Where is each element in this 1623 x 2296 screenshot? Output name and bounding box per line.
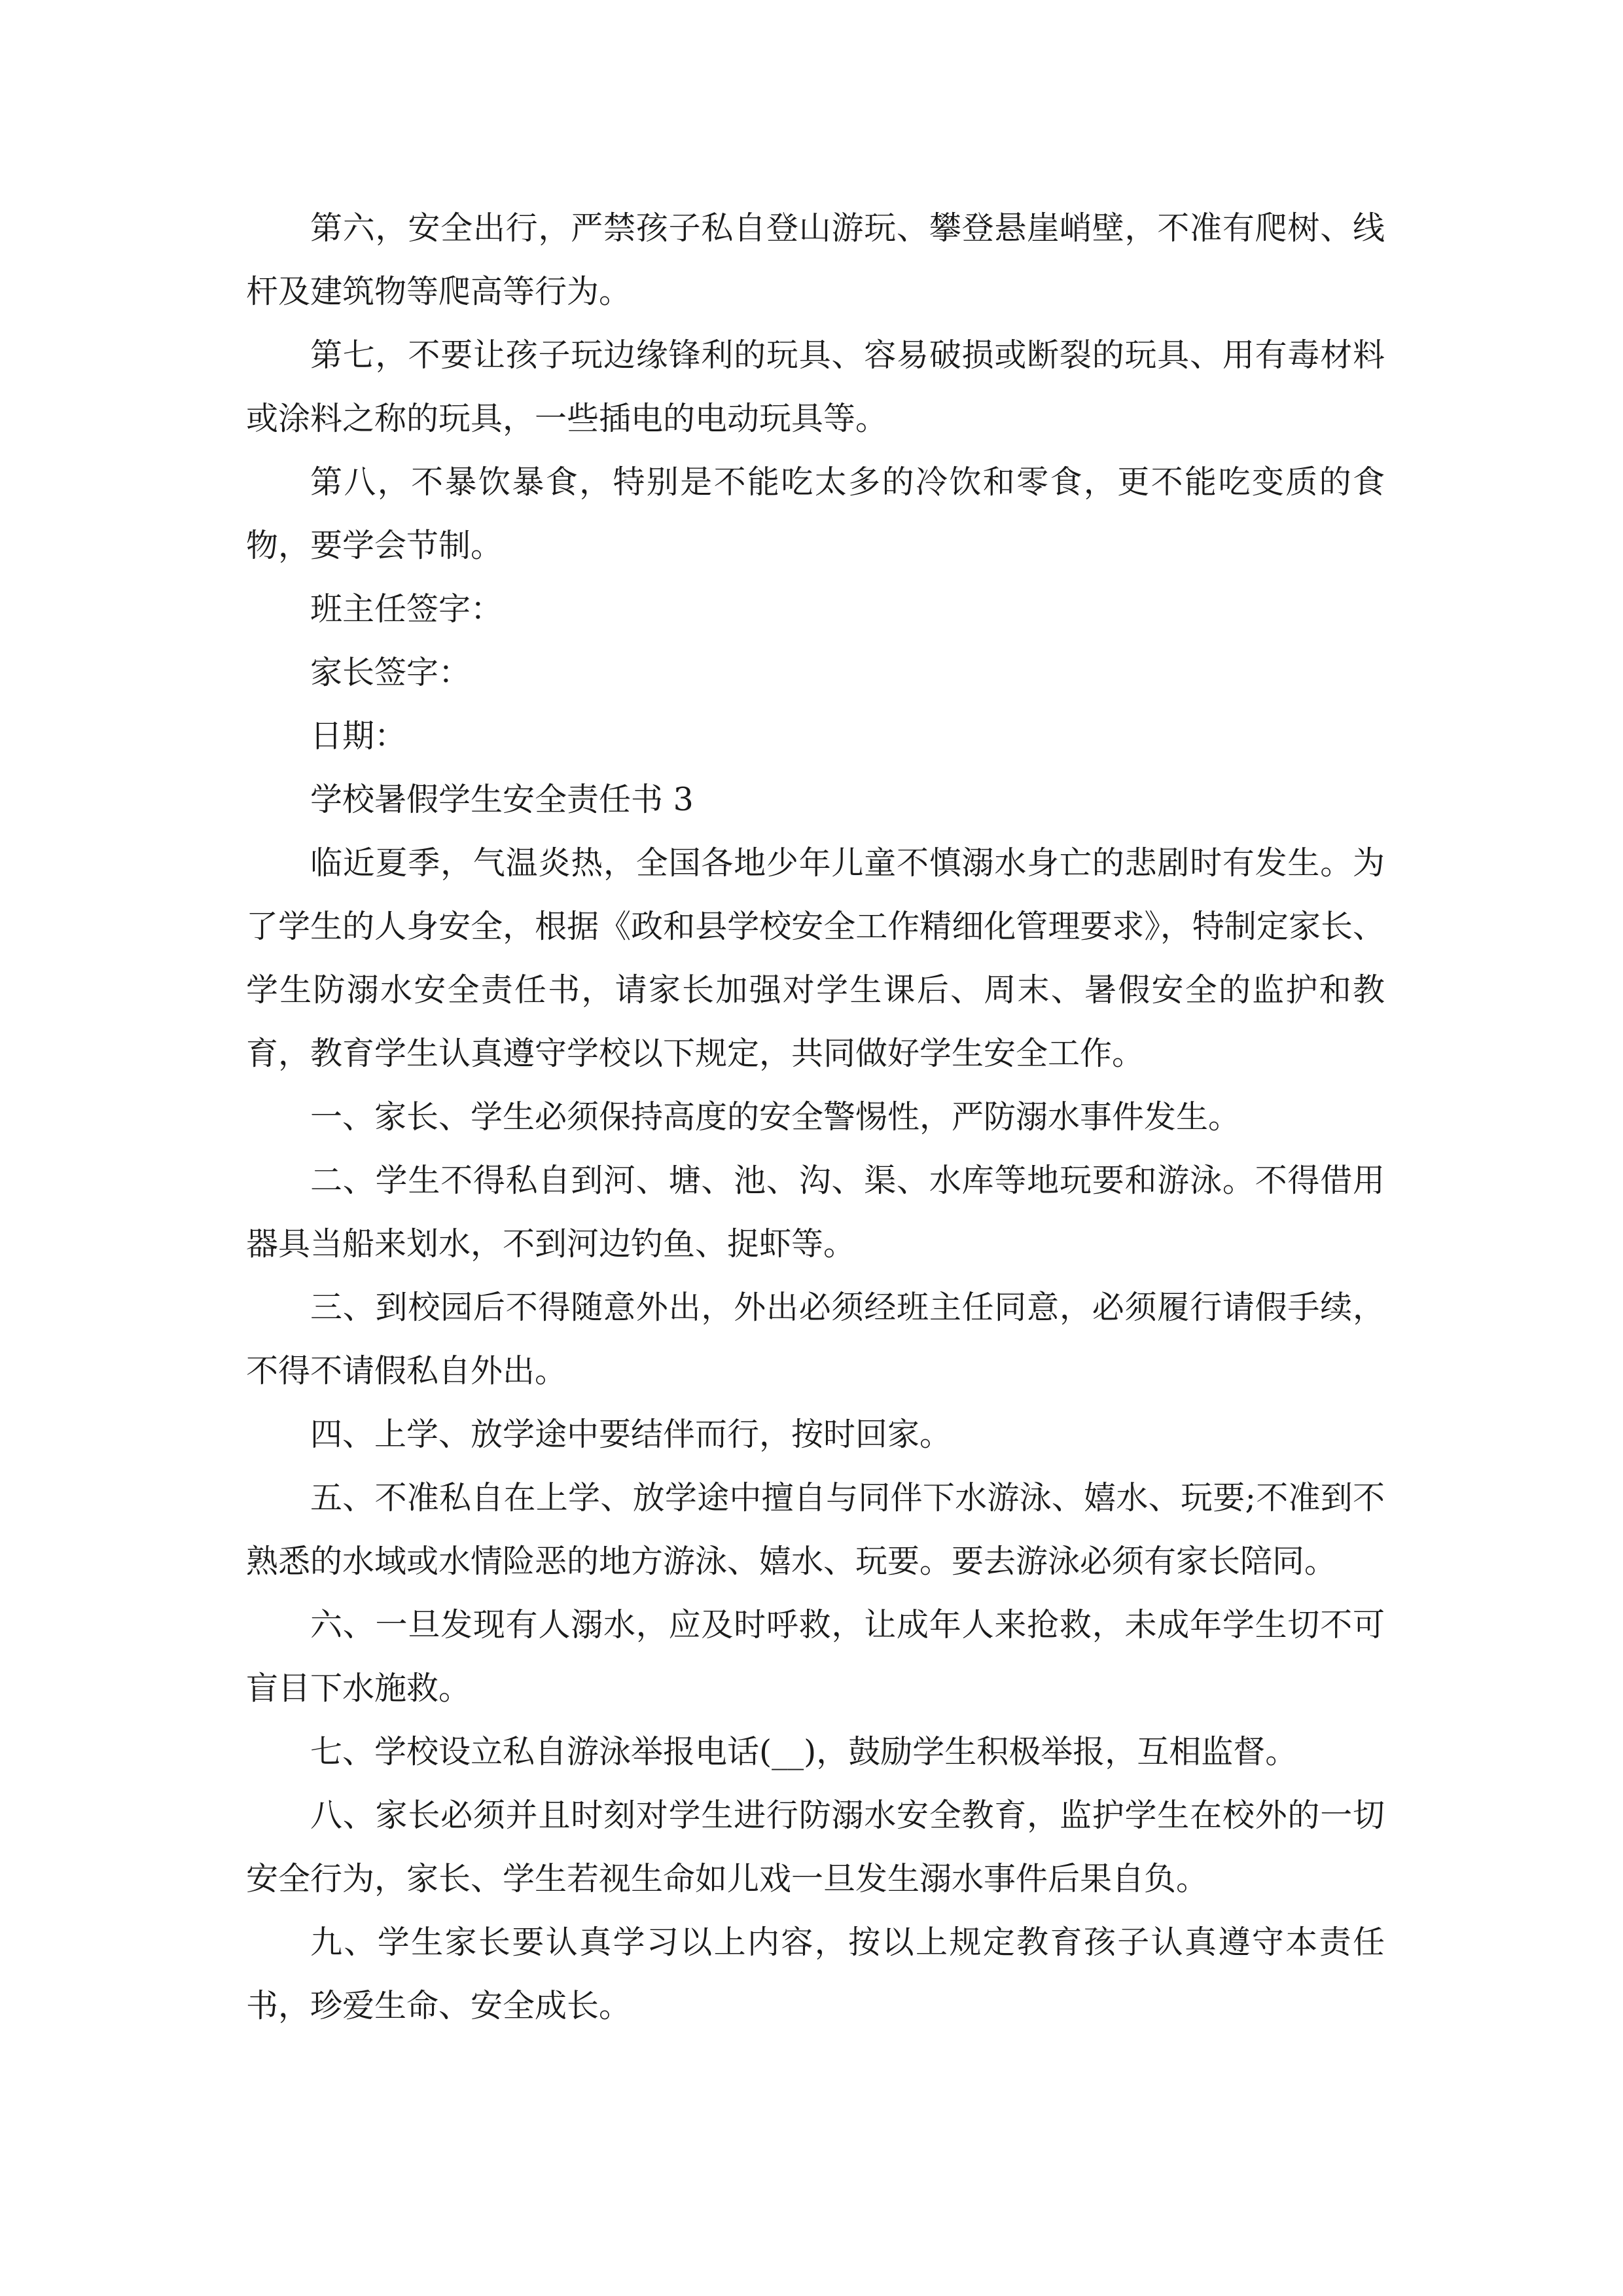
rule-8: 八、家长必须并且时刻对学生进行防溺水安全教育，监护学生在校外的一切安全行为，家长、学生若视生命如儿戏一旦发生溺水事件后果自负。 <box>246 1797 1385 1897</box>
rule-6: 六、一旦发现有人溺水，应及时呼救，让成年人来抢救，未成年学生切不可盲目下水施救。 <box>246 1606 1385 1707</box>
rule-2: 二、学生不得私自到河、塘、池、沟、渠、水库等地玩要和游泳。不得借用器具当船来划水，不到河边钓鱼、捉虾等。 <box>246 1162 1385 1263</box>
paragraph-item-7: 第七，不要让孩子玩边缘锋利的玩具、容易破损或断裂的玩具、用有毒材料或涂料之称的玩具，一些插电的电动玩具等。 <box>246 336 1385 437</box>
intro-paragraph: 临近夏季，气温炎热，全国各地少年儿童不慎溺水身亡的悲剧时有发生。为了学生的人身安全，根据《政和县学校安全工作精细化管理要求》，特制定家长、学生防溺水安全责任书，请家长加强对学生课后、周末、暑假安全的监护和教育，教育学生认真遵守学校以下规定，共同做好学生安全工作。 <box>246 844 1385 1072</box>
rule-3: 三、到校园后不得随意外出，外出必须经班主任同意，必须履行请假手续，不得不请假私自外出。 <box>246 1289 1385 1390</box>
document-body <box>246 196 1385 2037</box>
paragraph-item-8: 第八，不暴饮暴食，特别是不能吃太多的冷饮和零食，更不能吃变质的食物，要学会节制。 <box>246 463 1385 564</box>
parent-signature-label: 家长签字： <box>310 654 471 691</box>
rule-5: 五、不准私自在上学、放学途中擅自与同伴下水游泳、嬉水、玩要;不准到不熟悉的水域或水情险恶的地方游泳、嬉水、玩要。要去游泳必须有家长陪同。 <box>246 1479 1385 1580</box>
rule-1: 一、家长、学生必须保持高度的安全警惕性，严防溺水事件发生。 <box>310 1098 1241 1136</box>
paragraph-item-6: 第六，安全出行，严禁孩子私自登山游玩、攀登悬崖峭壁，不准有爬树、线杆及建筑物等爬高等行为。 <box>246 209 1385 310</box>
head-teacher-signature-label: 班主任签字： <box>310 590 503 628</box>
rule-7: 七、学校设立私自游泳举报电话(__)，鼓励学生积极举报，互相监督。 <box>310 1733 1298 1770</box>
rule-9: 九、学生家长要认真学习以上内容，按以上规定教育孩子认真遵守本责任书，珍爱生命、安全成长。 <box>246 1924 1385 2024</box>
section-title: 学校暑假学生安全责任书 3 <box>310 781 694 818</box>
date-label: 日期： <box>310 717 407 755</box>
rule-4: 四、上学、放学途中要结伴而行，按时回家。 <box>310 1416 952 1453</box>
